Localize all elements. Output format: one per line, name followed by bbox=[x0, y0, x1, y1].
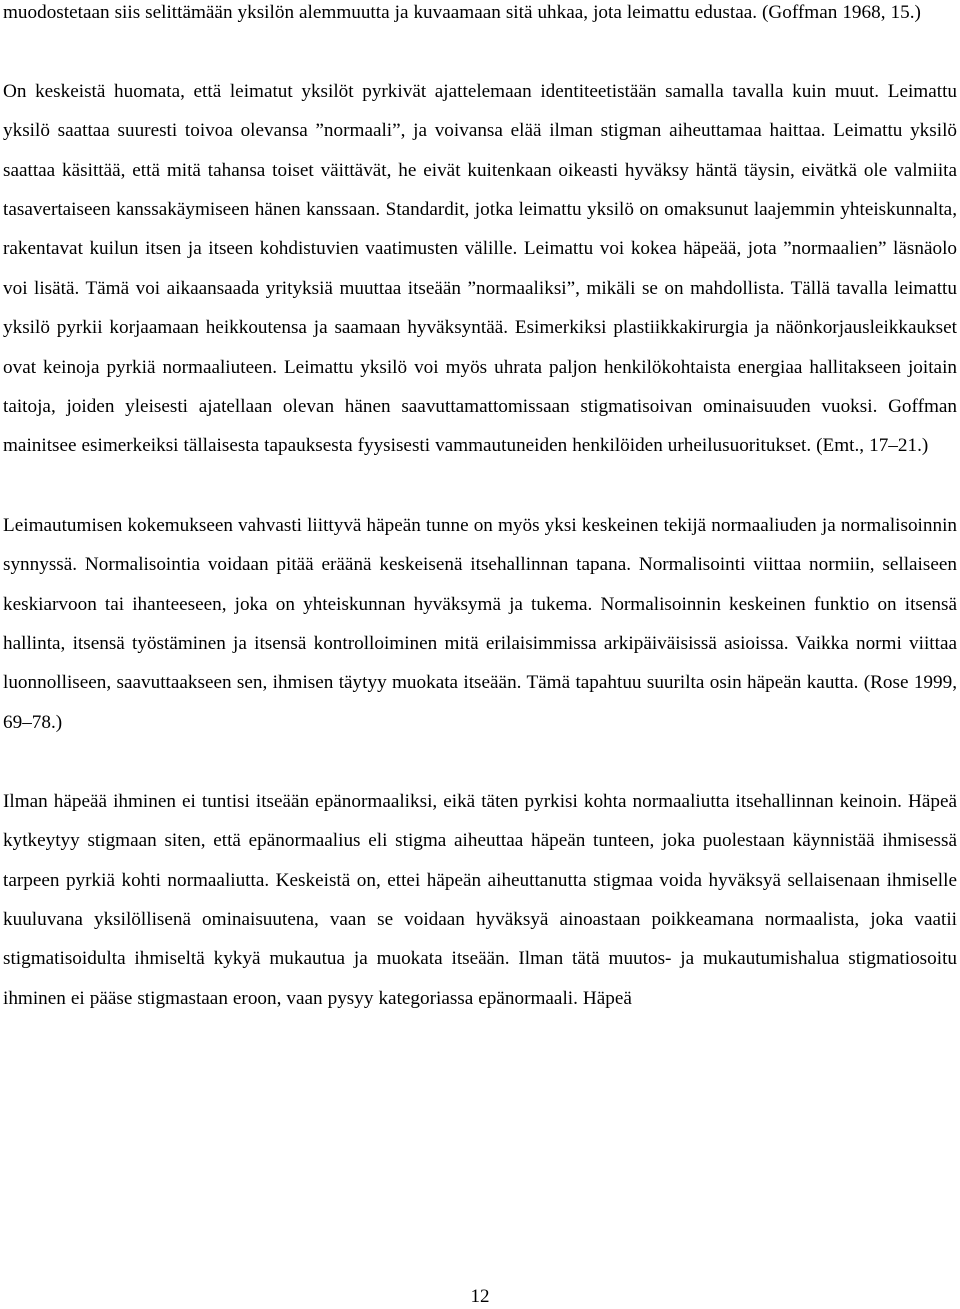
paragraph-4: Ilman häpeää ihminen ei tuntisi itseään epänormaaliksi, eikä täten pyrkisi kohta normaaliutta itsehallinnan keinoin. Häpeä kytkeytyy stigmaan siten, että epänormaalius eli stigma aiheuttaa häpeän tunteen, joka puolestaan käynnistää ihmisessä tarpeen pyrkiä kohti normaaliutta. Keskeistä on, ettei häpeän aiheuttanutta stigmaa voida hyväksyä sellaisenaan ihmiselle kuuluvana yksilöllisenä ominaisuutena, vaan se voidaan hyväksyä ainoastaan poikkeamana normaalista, joka vaatii stigmatisoidulta ihmiseltä kykyä mukautua ja muokata itseään. Ilman tätä muutos- ja mukautumishalua stigmatiosoitu ihminen ei pääse stigmastaan eroon, vaan pysyy kategoriassa epänormaali. Häpeä bbox=[3, 790, 957, 1009]
page-number: 12 bbox=[470, 1286, 490, 1307]
paragraph-2: On keskeistä huomata, että leimatut yksilöt pyrkivät ajattelemaan identiteetistään samalla tavalla kuin muut. Leimattu yksilö saattaa suuresti toivoa olevansa ”normaali”, ja voivansa elää ilman stigman aiheuttamaa haittaa. Leimattu yksilö saattaa käsittää, että mitä tahansa toiset väittävät, he eivät kuitenkaan oikeasti hyväksy häntä täysin, eivätkä ole valmiita tasavertaiseen kanssakäymiseen hänen kanssaan. Standardit, jotka leimattu yksilö on omaksunut laajemmin yhteiskunnalta, rakentavat kuilun itsen ja itseen kohdistuvien vaatimusten välille. Leimattu voi kokea häpeää, jota ”normaalien” läsnäolo voi lisätä. Tämä voi aikaansaada yrityksiä muuttaa itseään ”normaaliksi”, mikäli se on mahdollista. Tällä tavalla leimattu yksilö pyrkii korjaamaan heikkoutensa ja saamaan hyväksyntää. Esimerkiksi plastiikkakirurgia ja näönkorjausleikkaukset ovat keinoja pyrkiä normaaliuteen. Leimattu yksilö voi myös uhrata paljon henkilökohtaista energiaa hallitakseen joitain taitoja, joiden yleisesti ajatellaan olevan hänen saavuttamattomissaan stigmatisoivan ominaisuuden vuoksi. Goffman mainitsee esimerkeiksi tällaisesta tapauksesta fyysisesti vammautuneiden henkilöiden urheilusuoritukset. (Emt., 17–21.) bbox=[3, 80, 957, 457]
paragraph-1: muodostetaan siis selittämään yksilön alemmuutta ja kuvaamaan sitä uhkaa, jota leimattu edustaa. (Goffman 1968, 15.) bbox=[3, 2, 921, 23]
document-page bbox=[3, 0, 957, 1018]
paragraph-3: Leimautumisen kokemukseen vahvasti liittyvä häpeän tunne on myös yksi keskeinen tekijä normaaliuden ja normalisoinnin synnyssä. Normalisointia voidaan pitää eräänä keskeisenä itsehallinnan tapana. Normalisointi viittaa normiin, sellaiseen keskiarvoon tai ihanteeseen, joka on yhteiskunnan hyväksymä ja tukema. Normalisoinnin keskeinen funktio on itsensä hallinta, itsensä työstäminen ja itsensä kontrolloiminen mitä erilaisimmissa arkipäiväisissä asioissa. Vaikka normi viittaa luonnolliseen, saavuttaakseen sen, ihmisen täytyy muokata itseään. Tämä tapahtuu suurilta osin häpeän kautta. (Rose 1999, 69–78.) bbox=[3, 514, 957, 733]
